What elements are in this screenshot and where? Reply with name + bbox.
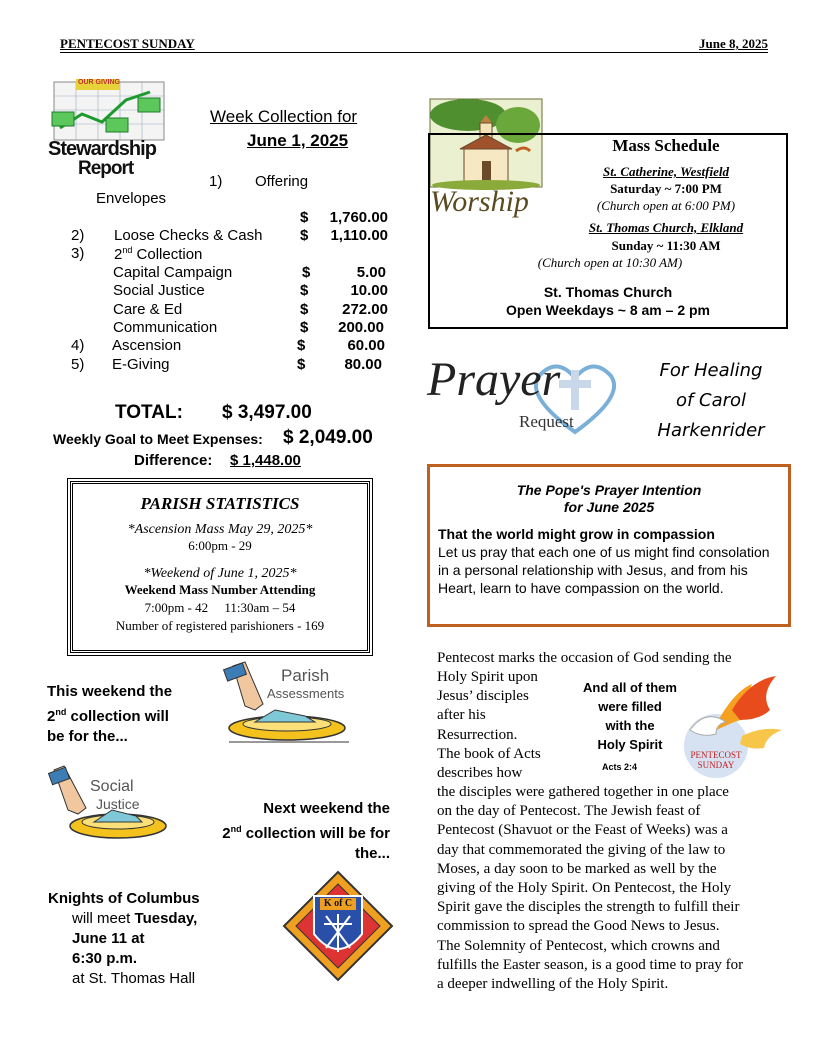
item-label: Offering xyxy=(255,173,309,190)
diff-value: $ 1,448.00 xyxy=(230,452,301,469)
item-dollar: $ xyxy=(300,209,309,226)
item-label: E-Giving xyxy=(112,356,170,373)
parish-assessments-image xyxy=(215,660,365,750)
item-dollar: $ xyxy=(300,227,309,244)
pentecost-line: fulfills the Easter season, is a good time to pray for xyxy=(437,956,744,973)
worship-word: Worship xyxy=(430,185,529,218)
prayer-request-text xyxy=(642,356,780,446)
stats-title: PARISH STATISTICS xyxy=(140,494,300,513)
logo-word2: Report xyxy=(78,158,134,179)
item-label: Communication xyxy=(113,319,218,336)
item-label: Care & Ed xyxy=(113,301,183,318)
collection-title: Week Collection for xyxy=(210,107,358,126)
item-num: 2) xyxy=(71,227,85,244)
diff-label: Difference: xyxy=(134,452,213,469)
pentecost-line: describes how xyxy=(437,765,523,782)
item-amount: 80.00 xyxy=(344,356,382,373)
pentecost-line: Spirit gave the disciples the strength to fulfill their xyxy=(437,899,740,916)
next-weekend-line1: Next weekend the xyxy=(263,800,390,817)
item-label: Envelopes xyxy=(96,190,167,207)
knights-title: Knights of Columbus xyxy=(48,890,200,907)
mass-church1-time: Saturday ~ 7:00 PM xyxy=(610,181,722,196)
pentecost-first-line: Pentecost marks the occasion of God sending the xyxy=(437,650,732,666)
total-label: TOTAL: xyxy=(115,402,183,423)
this-weekend-line2 xyxy=(47,702,172,727)
img-line2: were filled xyxy=(598,699,662,714)
prayer-word: Prayer xyxy=(427,353,561,406)
sup-part: nd xyxy=(55,707,67,717)
knights-text xyxy=(48,889,200,989)
img-line3: with the xyxy=(605,718,655,733)
kofc-emblem-icon xyxy=(280,868,396,984)
num-part: 2 xyxy=(47,708,56,725)
item-dollar: $ xyxy=(302,264,311,281)
pentecost-line: after his xyxy=(437,707,486,724)
pentecost-line: Moses, a day soon to be marked as well by the xyxy=(437,860,717,877)
knights-line5: at St. Thomas Hall xyxy=(72,970,196,987)
mass-open-title: St. Thomas Church xyxy=(543,284,673,300)
pope-intention-box xyxy=(427,464,791,627)
pentecost-line: the disciples were gathered together in one place xyxy=(437,784,729,800)
text-part: Collection xyxy=(132,246,203,263)
item-amount: 1,760.00 xyxy=(329,209,388,226)
stats-registered: Number of registered parishioners - 169 xyxy=(115,618,325,633)
stats-weekend: *Weekend of June 1, 2025* xyxy=(143,566,297,581)
item-dollar: $ xyxy=(297,337,306,354)
item-amount: 1,110.00 xyxy=(330,227,388,244)
assessments-word: Assessments xyxy=(267,686,345,701)
knights-line2 xyxy=(48,909,200,929)
pentecost-line: Resurrection. xyxy=(437,726,518,743)
next-weekend-line3: the... xyxy=(354,845,390,862)
item-num: 5) xyxy=(71,356,85,373)
prayer-line1: For Healing xyxy=(659,360,763,381)
item-amount: 272.00 xyxy=(342,301,388,318)
knights-line3: June 11 at xyxy=(72,930,145,947)
mass-church1: St. Catherine, Westfield xyxy=(603,164,729,179)
badge-line1: PENTECOST xyxy=(690,750,742,760)
pope-title2: for June 2025 xyxy=(563,499,655,515)
item-amount: 200.00 xyxy=(338,319,384,336)
pentecost-line: The Solemnity of Pentecost, which crowns and xyxy=(437,937,720,954)
img-line4: Holy Spirit xyxy=(597,737,663,752)
header-date: June 8, 2025 xyxy=(699,36,768,51)
request-word: Request xyxy=(519,412,574,431)
stats-attend-label: Weekend Mass Number Attending xyxy=(124,582,316,597)
item-num: 4) xyxy=(71,337,85,354)
pope-body: Let us pray that each one of us might find consolation in a personal relationship with Jesus, and from his Heart, learn to have compassion on the world. xyxy=(438,544,770,596)
item-label: Social Justice xyxy=(113,282,205,299)
item-dollar: $ xyxy=(300,319,309,336)
item-amount: 10.00 xyxy=(350,282,388,299)
pentecost-line: Pentecost (Shavuot or the Feast of Weeks) was a xyxy=(437,822,728,839)
prayer-line2: of Carol xyxy=(675,390,747,411)
mass-title: Mass Schedule xyxy=(612,136,720,155)
goal-label: Weekly Goal to Meet Expenses: xyxy=(53,431,263,447)
pentecost-line: Holy Spirit upon xyxy=(437,669,538,685)
stats-ascension-count: 6:00pm - 29 xyxy=(188,538,252,553)
page-header xyxy=(60,36,768,53)
pentecost-wide-lines xyxy=(437,783,743,994)
pentecost-image-text xyxy=(572,678,688,754)
logo-word1: Stewardship xyxy=(48,138,156,160)
mass-open-hours: Open Weekdays ~ 8 am – 2 pm xyxy=(505,302,710,318)
num-part: 2 xyxy=(222,825,231,842)
pentecost-narrow-lines xyxy=(437,668,541,783)
acts-ref: Acts 2:4 xyxy=(602,762,638,772)
social-word: Social xyxy=(90,778,134,795)
pentecost-line: a deeper indwelling of the Holy Spirit. xyxy=(437,976,669,993)
prayer-line3: Harkenrider xyxy=(657,420,765,441)
social-justice-image xyxy=(46,764,170,848)
item-label: Loose Checks & Cash xyxy=(114,227,263,244)
pentecost-line: day that commemorated the giving of the law to xyxy=(437,841,726,858)
kofc-letters: K of C xyxy=(323,898,353,909)
item-num: 3) xyxy=(71,245,85,262)
this-weekend-text xyxy=(47,682,172,747)
pope-title1: The Pope's Prayer Intention xyxy=(516,482,702,498)
stats-attend-counts: 7:00pm - 42 11:30am – 54 xyxy=(144,600,296,615)
next-weekend-text xyxy=(190,799,390,864)
sup-part: nd xyxy=(230,824,242,834)
item-amount: 5.00 xyxy=(356,264,386,281)
total-value: $ 3,497.00 xyxy=(222,402,312,423)
mass-church2-time: Sunday ~ 11:30 AM xyxy=(611,238,721,253)
next-weekend-line2 xyxy=(190,819,390,844)
this-weekend-line1: This weekend the xyxy=(47,683,173,700)
item-dollar: $ xyxy=(297,356,306,373)
pentecost-line: The book of Acts xyxy=(437,745,541,762)
stewardship-report-logo xyxy=(46,78,174,178)
sup-part: nd xyxy=(122,245,133,255)
bold-part: Tuesday, xyxy=(134,910,198,927)
img-line1: And all of them xyxy=(583,680,677,695)
pentecost-line: commission to spread the Good News to Jesus. xyxy=(437,918,720,935)
frame-notch xyxy=(545,120,546,121)
second-coll-text xyxy=(114,246,202,263)
prayer-request-logo xyxy=(425,348,625,448)
text-part: will meet xyxy=(72,910,135,927)
goal-value: $ 2,049.00 xyxy=(283,427,373,448)
kofc-emblem xyxy=(280,868,396,984)
item-dollar: $ xyxy=(300,282,309,299)
num-part: 2 xyxy=(114,246,123,263)
parish-word: Parish xyxy=(281,666,330,685)
parish-statistics-box xyxy=(70,481,370,653)
pentecost-image xyxy=(566,672,792,780)
header-title: PENTECOST SUNDAY xyxy=(60,36,195,51)
pentecost-badge xyxy=(674,750,758,770)
item-amount: 60.00 xyxy=(347,337,385,354)
item-num: 1) xyxy=(209,173,223,190)
item-label xyxy=(114,245,202,263)
pope-heading: That the world might grow in compassion xyxy=(438,526,715,542)
text-part: collection will be for xyxy=(241,825,390,842)
collection-date: June 1, 2025 xyxy=(247,131,349,150)
stats-ascension: *Ascension Mass May 29, 2025* xyxy=(127,522,313,537)
item-label: Capital Campaign xyxy=(113,264,233,281)
this-weekend-line3: be for the... xyxy=(47,728,128,745)
text-part: collection will xyxy=(66,708,169,725)
mass-church2-open: (Church open at 10:30 AM) xyxy=(537,255,683,270)
pentecost-line: giving of the Holy Spirit. On Pentecost, the Holy xyxy=(437,880,732,897)
mass-church1-open: (Church open at 6:00 PM) xyxy=(596,198,736,213)
justice-word: Justice xyxy=(96,796,140,812)
item-dollar: $ xyxy=(300,301,309,318)
logo-tag: OUR GIVING xyxy=(78,79,121,86)
knights-line4: 6:30 p.m. xyxy=(72,950,138,967)
pentecost-line: on the day of Pentecost. The Jewish feast of xyxy=(437,803,701,820)
badge-line2: SUNDAY xyxy=(697,760,735,770)
item-label: Ascension xyxy=(112,337,182,354)
mass-church2: St. Thomas Church, Elkland xyxy=(588,220,744,235)
pentecost-line: Jesus’ disciples xyxy=(437,688,529,705)
